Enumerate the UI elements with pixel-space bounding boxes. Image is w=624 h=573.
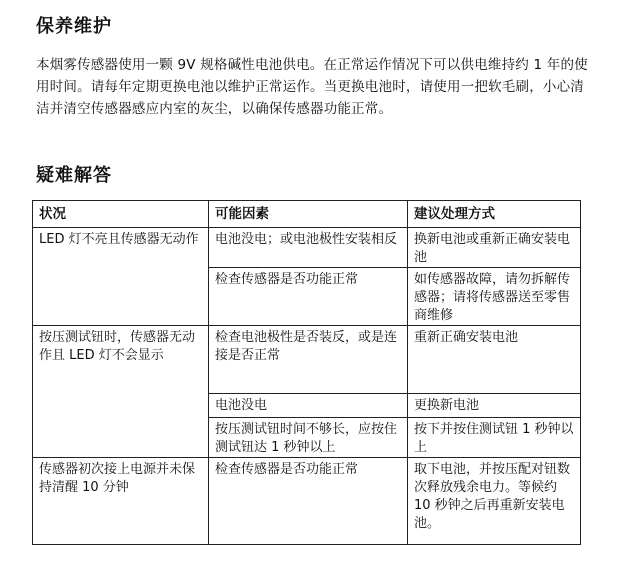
troubleshooting-table — [32, 200, 581, 545]
cause-cell: 检查电池极性是否装反，或是连接是否正常 — [209, 326, 408, 394]
maintenance-paragraph: 本烟雾传感器使用一颗 9V 规格碱性电池供电。在正常运作情况下可以供电维持约 1 年的使用时间。请每年定期更换电池以维护正常运作。当更换电池时，请使用一把软毛刷，小心清洁并清空传感器感应内室的灰尘，以确保传感器功能正常。 — [36, 57, 588, 117]
action-cell: 按下并按住测试钮 1 秒钟以上 — [408, 418, 581, 458]
action-cell: 重新正确安装电池 — [408, 326, 581, 394]
cause-cell: 检查传感器是否功能正常 — [209, 458, 408, 545]
condition-cell: LED 灯不亮且传感器无动作 — [33, 228, 209, 326]
maintenance-heading: 保养维护 — [36, 16, 112, 37]
action-cell: 更换新电池 — [408, 394, 581, 418]
troubleshooting-heading: 疑难解答 — [36, 165, 112, 186]
table-row — [33, 326, 581, 394]
cause-cell: 按压测试钮时间不够长，应按住测试钮达 1 秒钟以上 — [209, 418, 408, 458]
condition-cell: 传感器初次接上电源并未保持清醒 10 分钟 — [33, 458, 209, 545]
header-cause: 可能因素 — [209, 201, 408, 228]
cause-cell: 电池没电 — [209, 394, 408, 418]
table-row — [33, 228, 581, 268]
header-action: 建议处理方式 — [408, 201, 581, 228]
cause-cell: 检查传感器是否功能正常 — [209, 268, 408, 326]
header-condition: 状况 — [33, 201, 209, 228]
table-header-row — [33, 201, 581, 228]
action-cell: 如传感器故障，请勿拆解传感器；请将传感器送至零售商维修 — [408, 268, 581, 326]
action-cell: 换新电池或重新正确安装电池 — [408, 228, 581, 268]
condition-cell: 按压测试钮时，传感器无动作且 LED 灯不会显示 — [33, 326, 209, 458]
cause-cell: 电池没电；或电池极性安装相反 — [209, 228, 408, 268]
action-cell: 取下电池，并按压配对钮数次释放残余电力。等候约 10 秒钟之后再重新安装电池。 — [408, 458, 581, 545]
table-row — [33, 458, 581, 545]
